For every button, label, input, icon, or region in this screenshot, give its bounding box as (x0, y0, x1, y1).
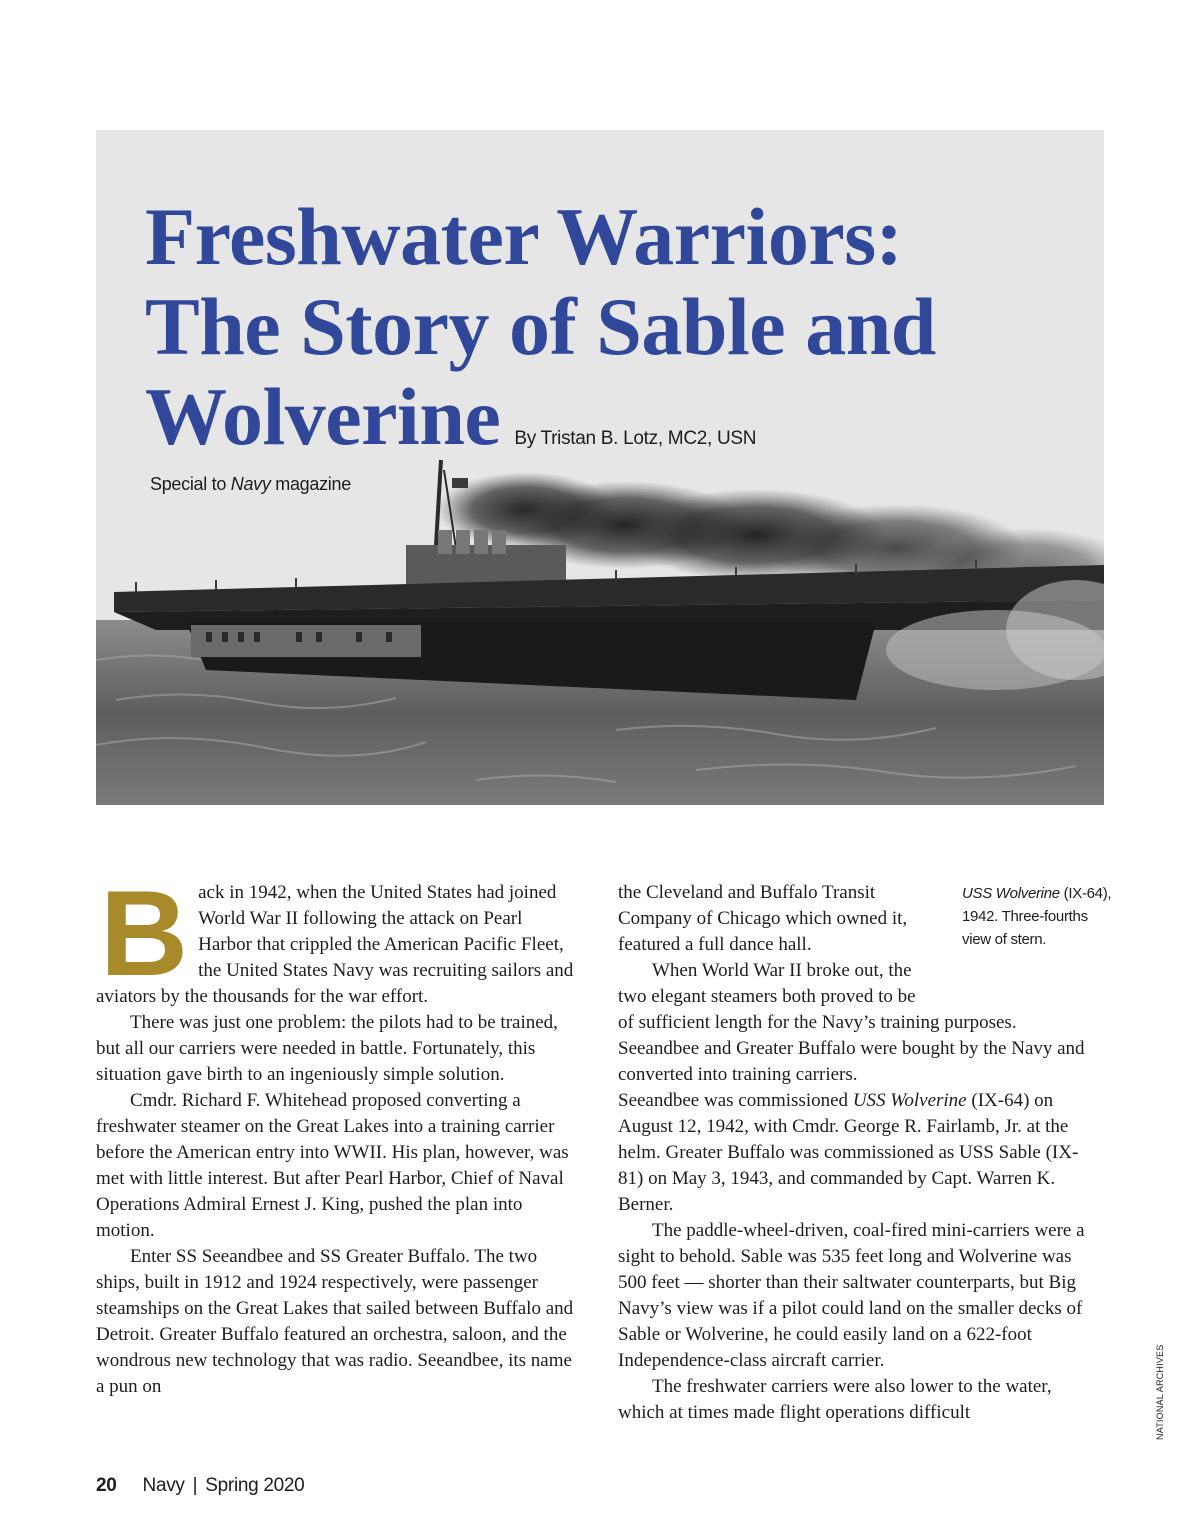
photo-caption (962, 882, 1112, 951)
paragraph-3: Cmdr. Richard F. Whitehead proposed converting a freshwater steamer on the Great Lakes into a training carrier before the American entry into WWII. His plan, however, was met with little interest. But after Pearl Harbor, Chief of Naval Operations Admiral Ernest J. King, pushed the plan into motion. (96, 1090, 569, 1241)
caption-text: (IX-64), 1942. Three-fourths view of stern. (962, 885, 1112, 948)
issue-date: Spring 2020 (205, 1475, 305, 1496)
body-column-1 (96, 865, 576, 1400)
paragraph-2: There was just one problem: the pilots had to be trained, but all our carriers were needed in battle. Fortunately, this situation gave birth to an ingeniously simple solution. (96, 1012, 558, 1085)
paragraph-6b-italic: USS Wolverine (852, 1090, 967, 1111)
paragraph-6b-pre: Seeandbee was commissioned (618, 1090, 853, 1111)
special-prefix: Special to (150, 474, 231, 494)
caption-italic: USS Wolverine (962, 885, 1060, 902)
paragraph-8: The freshwater carriers were also lower to the water, which at times made flight operations difficult (618, 1376, 1052, 1423)
body-column-2 (618, 880, 1102, 1426)
title-line-3-text: Wolverine (145, 371, 501, 462)
page-footer (96, 1475, 304, 1497)
page-number: 20 (96, 1475, 117, 1496)
special-suffix: magazine (270, 474, 351, 494)
title-line-3 (145, 372, 1045, 484)
paragraph-1 (96, 865, 576, 1010)
paragraph-5: the Cleveland and Buffalo Transit Company of Chicago which owned it, featured a full dance hall. (618, 882, 908, 955)
paragraph-4: Enter SS Seeandbee and SS Greater Buffalo. The two ships, built in 1912 and 1924 respectively, were passenger steamships on the Great Lakes that sailed between Buffalo and Detroit. Greater Buffalo featured an orchestra, saloon, and the wondrous new technology that was radio. Seeandbee, its name a pun on (96, 1246, 574, 1397)
byline: By Tristan B. Lotz, MC2, USN (514, 428, 757, 449)
special-note (150, 474, 351, 495)
title-line-1: Freshwater Warriors: (145, 191, 903, 282)
publication-name: Navy (142, 1475, 185, 1496)
paragraph-6: When World War II broke out, the two elegant steamers both proved to be of sufficient length for the Navy’s training purposes. Seeandbee and Greater Buffalo were bought by the Navy and converted into training carriers. (618, 960, 1085, 1085)
paragraph-1-text: ack in 1942, when the United States had joined World War II following the attack on Pearl Harbor that crippled the American Pacific Fleet, the United States Navy was recruiting sailors and aviators by the thousands for the war effort. (96, 882, 574, 1007)
title-line-2: The Story of Sable and (145, 281, 936, 372)
photo-credit: NATIONAL ARCHIVES (1155, 1344, 1165, 1440)
paragraph-7: The paddle-wheel-driven, coal-fired mini-carriers were a sight to behold. Sable was 535 feet long and Wolverine was 500 feet — shorter than their saltwater counterparts, but Big Navy’s view was if a pilot could land on the smaller decks of Sable or Wolverine, he could easily land on a 622-foot Independence-class aircraft carrier. (618, 1220, 1085, 1371)
footer-separator: | (192, 1475, 198, 1496)
special-italic: Navy (230, 474, 271, 494)
article-title (145, 192, 1045, 484)
paragraph-6b (618, 1088, 1102, 1218)
paragraph-6b-post: (IX-64) on August 12, 1942, with Cmdr. George R. Fairlamb, Jr. at the helm. Greater Buffalo was commissioned as USS Sable (IX-81) on May 3, 1943, and commanded by Capt. Warren K. Berner. (618, 1090, 1079, 1215)
drop-cap: B (100, 865, 189, 1001)
